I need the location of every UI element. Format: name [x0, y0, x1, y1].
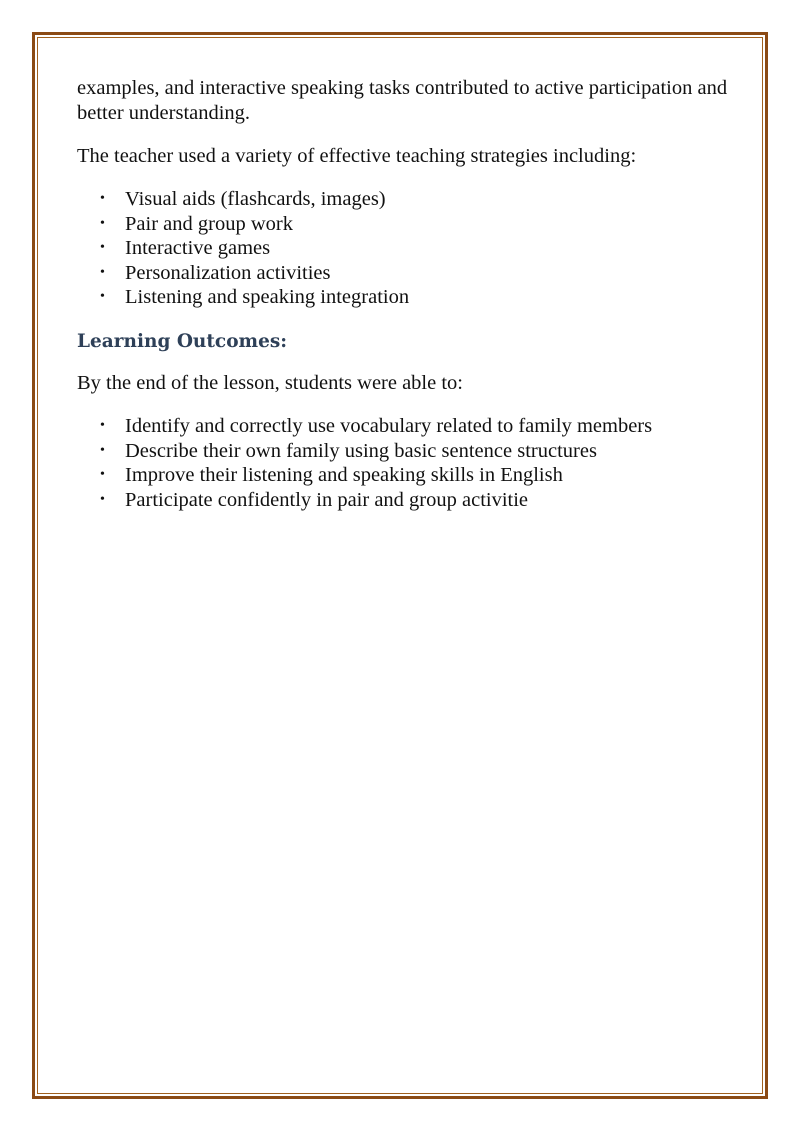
outcomes-list — [77, 414, 737, 512]
strategies-list — [77, 187, 737, 310]
list-item: • Participate confidently in pair and group activitie — [100, 488, 529, 511]
list-item: • Identify and correctly use vocabulary related to family members — [100, 414, 653, 437]
bullet-icon: • — [100, 467, 105, 483]
outcomes-intro: By the end of the lesson, students were able to: — [77, 371, 463, 394]
paragraph-continuation: examples, and interactive speaking tasks contributed to active participation and better understanding. — [77, 77, 728, 124]
bullet-icon: • — [100, 417, 105, 433]
document-body — [77, 76, 737, 512]
list-item: • Interactive games — [100, 237, 271, 260]
bullet-icon: • — [100, 264, 105, 280]
list-item: • Pair and group work — [100, 212, 293, 235]
section-heading-learning-outcomes: Learning Outcomes: — [77, 330, 288, 352]
bullet-icon: • — [100, 289, 105, 305]
list-item: • Listening and speaking integration — [100, 286, 410, 309]
list-item: • Describe their own family using basic sentence structures — [100, 439, 597, 462]
list-item: • Personalization activities — [100, 261, 331, 284]
list-item: • Improve their listening and speaking skills in English — [100, 464, 563, 487]
bullet-icon: • — [100, 240, 105, 256]
strategies-intro: The teacher used a variety of effective teaching strategies including: — [77, 145, 637, 167]
bullet-icon: • — [100, 191, 105, 206]
list-item: • Visual aids (flashcards, images) — [100, 188, 386, 210]
bullet-icon: • — [100, 491, 105, 507]
bullet-icon: • — [100, 215, 105, 231]
bullet-icon: • — [100, 442, 105, 458]
